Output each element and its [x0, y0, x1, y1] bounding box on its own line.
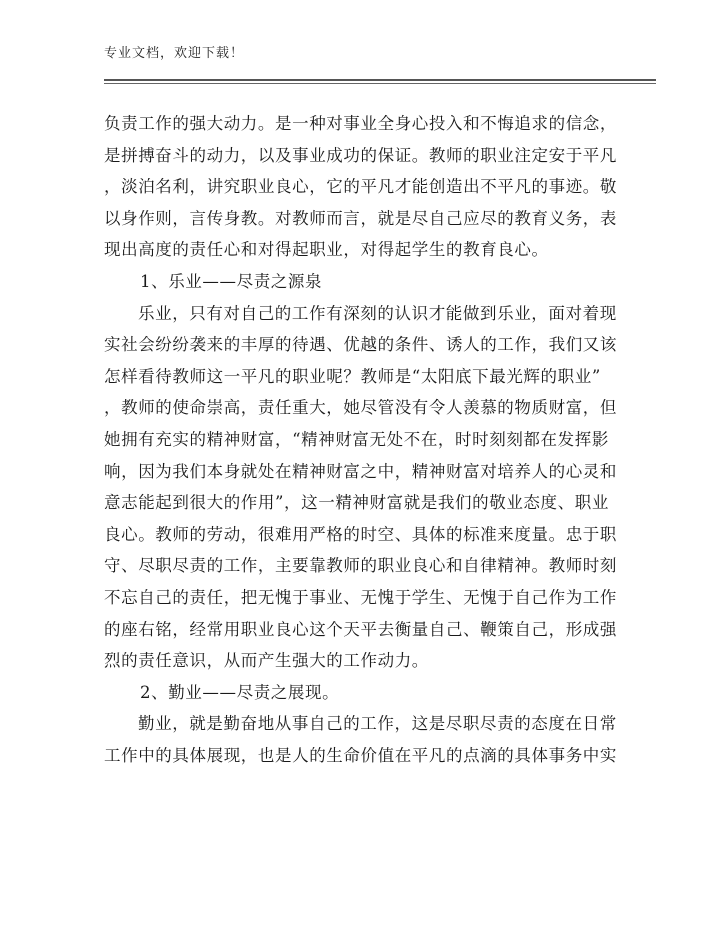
paragraph-line: 实社会纷纷袭来的丰厚的待遇、优越的条件、诱人的工作，我们又该 — [104, 335, 617, 355]
paragraph-line: 是拼搏奋斗的动力，以及事业成功的保证。教师的职业注定安于平凡 — [104, 145, 617, 165]
paragraph-line: ，教师的使命崇高，责任重大，她尽管没有令人羡慕的物质财富，但 — [104, 398, 617, 418]
paragraph-line: 守、尽职尽责的工作，主要靠教师的职业良心和自律精神。教师时刻 — [104, 556, 617, 576]
header-rule-thin — [104, 83, 656, 84]
paragraph-line: ，淡泊名利，讲究职业良心，它的平凡才能创造出不平凡的事迹。敬 — [104, 177, 617, 197]
paragraph-line: 现出高度的责任心和对得起职业，对得起学生的教育良心。 — [104, 240, 549, 260]
document-body — [104, 108, 617, 771]
paragraph-line: 不忘自己的责任，把无愧于事业、无愧于学生、无愧于自己作为工作 — [104, 587, 617, 607]
paragraph-line: 意志能起到很大的作用”，这一精神财富就是我们的敬业态度、职业 — [104, 493, 609, 513]
paragraph-line: 以身作则，言传身教。对教师而言，就是尽自己应尽的教育义务，表 — [104, 208, 617, 228]
paragraph-line: 负责工作的强大动力。是一种对事业全身心投入和不悔追求的信念， — [104, 114, 617, 133]
paragraph-line: 良心。教师的劳动，很难用严格的时空、具体的标准来度量。忠于职 — [104, 524, 617, 544]
header-rule-thick — [104, 79, 656, 81]
paragraph-line: 响，因为我们本身就处在精神财富之中，精神财富对培养人的心灵和 — [104, 461, 617, 481]
page-header: 专业文档，欢迎下载！ — [104, 46, 245, 61]
section-heading-2: 2、勤业——尽责之展现。 — [140, 682, 340, 702]
paragraph-line: 乐业，只有对自己的工作有深刻的认识才能做到乐业，面对着现 — [138, 303, 617, 323]
paragraph-line: 的座右铭，经常用职业良心这个天平去衡量自己、鞭策自己，形成强 — [104, 619, 617, 639]
paragraph-line: 她拥有充实的精神财富，“精神财富无处不在，时时刻刻都在发挥影 — [104, 429, 609, 449]
section-heading-1: 1、乐业——尽责之源泉 — [140, 271, 323, 291]
paragraph-line: 工作中的具体展现，也是人的生命价值在平凡的点滴的具体事务中实 — [104, 745, 617, 765]
paragraph-line: 烈的责任意识，从而产生强大的工作动力。 — [104, 651, 429, 671]
paragraph-line: 勤业，就是勤奋地从事自己的工作，这是尽职尽责的态度在日常 — [138, 714, 617, 734]
paragraph-line: 怎样看待教师这一平凡的职业呢？教师是“太阳底下最光辉的职业” — [104, 366, 601, 386]
